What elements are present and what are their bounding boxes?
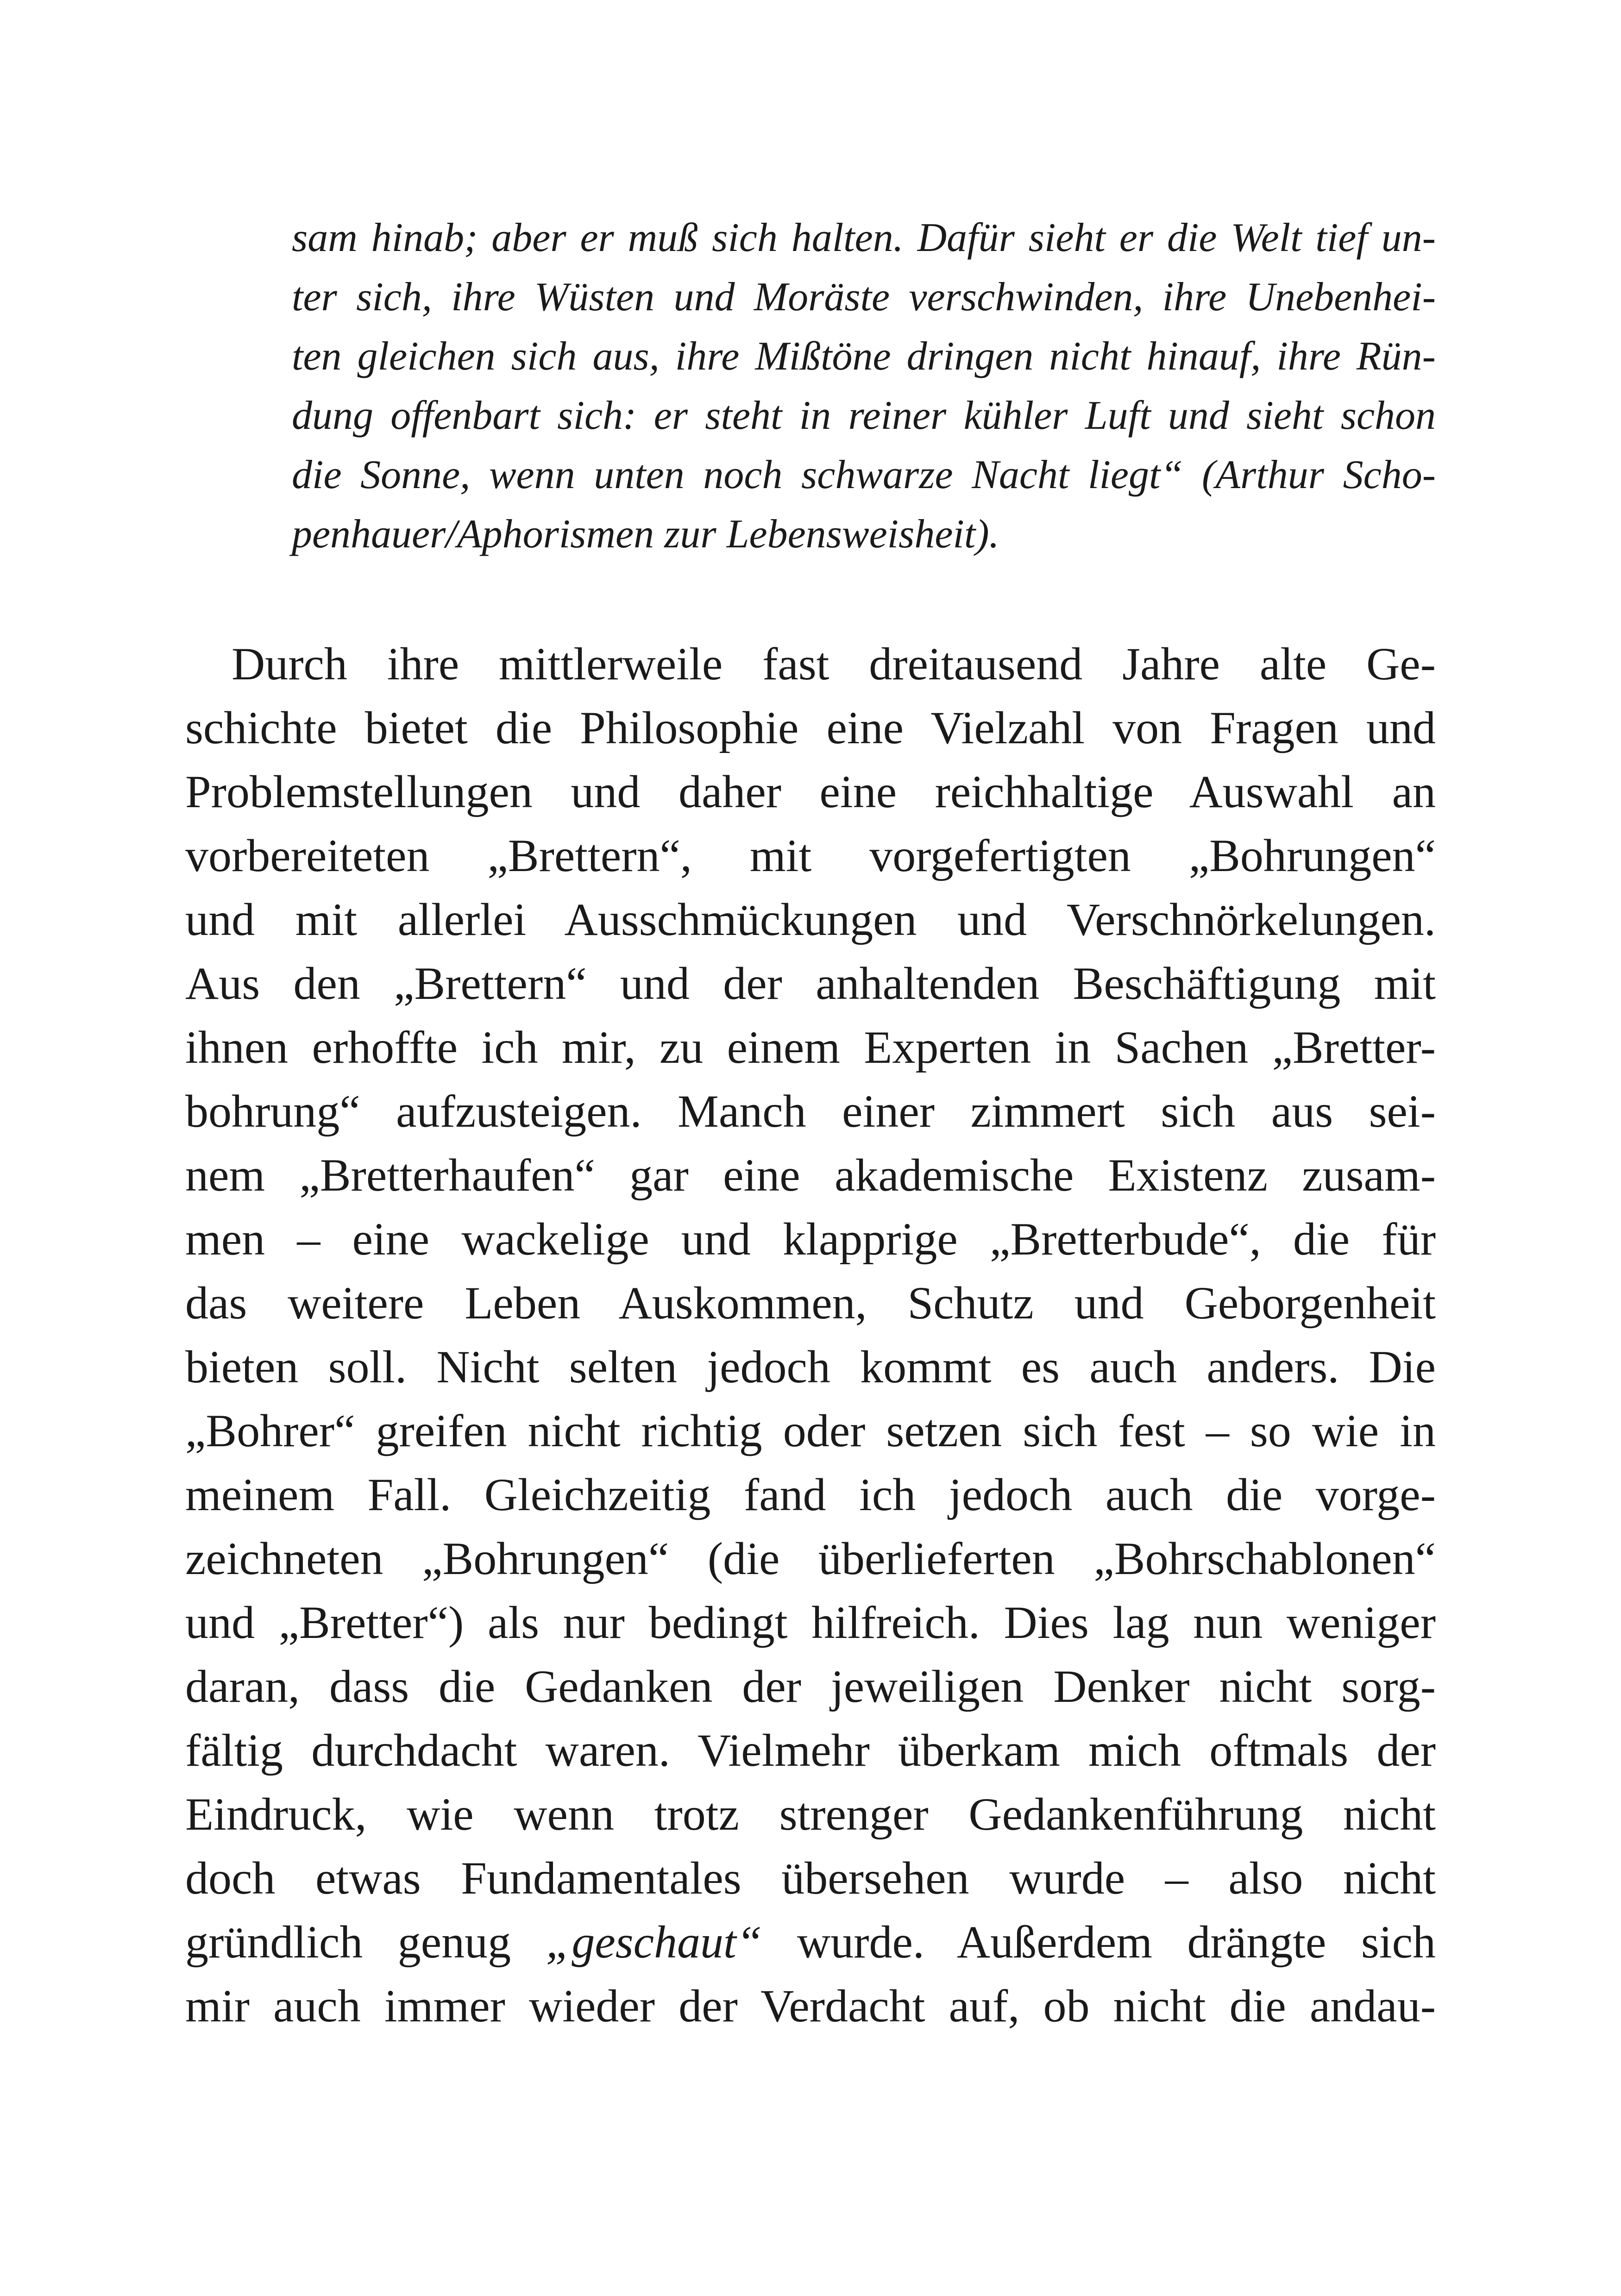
paragraph-line: meinem Fall. Gleichzeitig fand ich jedoch auch die vorge- [185,1469,1436,1520]
paragraph-line: das weitere Leben Auskommen, Schutz und Geborgenheit [185,1277,1436,1329]
paragraph-line: „Bohrer“ greifen nicht richtig oder setzen sich fest – so wie in [185,1405,1436,1456]
emphasized-word: „geschaut“ [546,1916,762,1968]
line-text: wurde. Außerdem drängte sich [762,1916,1436,1968]
paragraph-line: Eindruck, wie wenn trotz strenger Gedankenführung nicht [185,1788,1436,1840]
paragraph-line [185,1910,1436,1974]
paragraph-line: doch etwas Fundamentales übersehen wurde – also nicht [185,1852,1436,1904]
body-paragraph [185,632,1436,2038]
block-quote [292,208,1436,564]
paragraph-line: und mit allerlei Ausschmückungen und Verschnörkelungen. [185,894,1436,945]
paragraph-line: Problemstellungen und daher eine reichhaltige Auswahl an [185,766,1436,817]
line-text: gründlich genug [185,1916,546,1968]
paragraph-line: men – eine wackelige und klapprige „Bretterbude“, die für [185,1213,1436,1265]
paragraph-line: bieten soll. Nicht selten jedoch kommt es auch anders. Die [185,1341,1436,1393]
paragraph-line: mir auch immer wieder der Verdacht auf, ob nicht die andau- [185,1980,1436,2032]
quote-line: die Sonne, wenn unten noch schwarze Nacht liegt“ (Arthur Scho- [292,452,1436,497]
paragraph-line: ihnen erhoffte ich mir, zu einem Experten in Sachen „Bretter- [185,1022,1436,1073]
quote-line: ten gleichen sich aus, ihre Mißtöne dringen nicht hinauf, ihre Rün- [292,334,1436,379]
paragraph-line: fältig durchdacht waren. Vielmehr überkam mich oftmals der [185,1725,1436,1776]
quote-line: sam hinab; aber er muß sich halten. Dafür sieht er die Welt tief un- [292,215,1436,260]
paragraph-line: daran, dass die Gedanken der jeweiligen Denker nicht sorg- [185,1661,1436,1712]
paragraph-line: vorbereiteten „Brettern“, mit vorgefertigten „Bohrungen“ [185,830,1436,881]
paragraph-line: und „Bretter“) als nur bedingt hilfreich. Dies lag nun weniger [185,1597,1436,1648]
quote-line: ter sich, ihre Wüsten und Moräste verschwinden, ihre Unebenhei- [292,275,1436,320]
quote-line: dung offenbart sich: er steht in reiner kühler Luft und sieht schon [292,393,1436,438]
paragraph-line: schichte bietet die Philosophie eine Vielzahl von Fragen und [185,702,1436,753]
quote-line: penhauer/Aphorismen zur Lebensweisheit). [292,512,999,557]
paragraph-line: bohrung“ aufzusteigen. Manch einer zimmert sich aus sei- [185,1085,1436,1137]
paragraph-line: nem „Bretterhaufen“ gar eine akademische Existenz zusam- [185,1149,1436,1201]
paragraph-line: zeichneten „Bohrungen“ (die überlieferten „Bohrschablonen“ [185,1533,1436,1584]
paragraph-line: Durch ihre mittlerweile fast dreitausend Jahre alte Ge- [232,638,1436,690]
paragraph-line: Aus den „Brettern“ und der anhaltenden Beschäftigung mit [185,958,1436,1009]
